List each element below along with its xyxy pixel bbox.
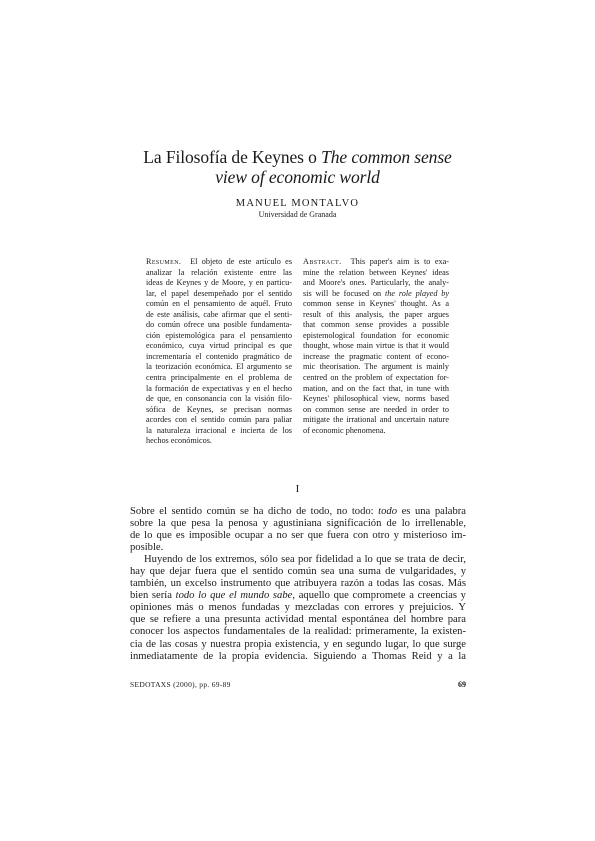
page-number: 69 [458, 680, 466, 689]
body-line: de lo que es imposible ocupar a no ser que fuera con otro y misterioso im- [130, 530, 466, 542]
body-line: opiniones más o menos fundadas y mezcladas con errores y prejuicios. Y [130, 602, 466, 614]
abstract-line: epistemological foundation for economic [303, 330, 449, 340]
abstract-line: de este análisis, cabe afirmar que el senti- [146, 309, 292, 319]
abstract-line: common sense in Keynes' thought. As a [303, 299, 449, 309]
body-line: hay que dejar fuera que el sentido común sea una suma de vulgaridades, y [130, 566, 466, 578]
abstract-label: Abstract. [303, 257, 342, 266]
abstract-line: on common sense are needed in order to [303, 404, 449, 414]
abstract-line: económico, cuya virtud principal es que [146, 341, 292, 351]
abstract-line: la naturaleza irracional e incierta de los [146, 425, 292, 435]
body-line: sobre la que pesa la penosa y agustiniana significación de lo irrellenable, [130, 518, 466, 530]
body-italic: todo [378, 506, 398, 517]
title-line-2 [0, 167, 595, 187]
abstract-line: la formación de expectativas y en el hecho [146, 383, 292, 393]
abstract-line: thought, whose main virtue is that it would [303, 341, 449, 351]
abstract-line: lar, el papel desempeñado por el sentido [146, 288, 292, 298]
abstract-line: mic theorisation. The argument is mainly [303, 362, 449, 372]
body-line: que se refiere a una presunta actividad mental espontánea del hombre para [130, 614, 466, 626]
abstract-line [146, 257, 292, 268]
abstract-line: ción epistemológica para el pensamiento [146, 330, 292, 340]
body-italic: todo lo que el mundo sabe [175, 590, 293, 602]
abstract-line: centred on the problem of expectation for- [303, 373, 449, 383]
body-line: conocer los aspectos fundamentales de la realidad: primeramente, la existen- [130, 626, 466, 638]
body-line: posible. [130, 542, 164, 554]
abstract-italic: the role played by [385, 288, 449, 298]
title-italic-part: The common sense [321, 147, 452, 167]
abstract-line: of economic phenomena. [303, 425, 386, 435]
title-line-1 [0, 147, 595, 167]
body-line: inmediatamente de la propia evidencia. Siguiendo a Thomas Reid y a la [130, 650, 466, 662]
journal-citation: SEDOTAXS (2000), pp. 69-89 [130, 680, 231, 689]
author-name: MANUEL MONTALVO [235, 198, 360, 209]
body-line: Sobre el sentido común se ha dicho de todo, no todo: todo es una palabra [130, 506, 466, 517]
article-title [0, 147, 595, 187]
title-italic-continuation: view of economic world [215, 167, 380, 187]
abstract-line: común en el pensamiento de aquél. Fruto [146, 299, 292, 309]
title-plain-part: La Filosofía de Keynes o [143, 147, 322, 167]
abstract-line: mitigate the irrational and uncertain nature [303, 415, 449, 425]
abstract-spanish [146, 257, 292, 447]
author-affiliation: Universidad de Granada [258, 210, 337, 219]
abstract-line: hechos económicos. [146, 436, 212, 446]
abstract-line: increase the pragmatic content of econo- [303, 351, 449, 361]
section-heading: I [295, 483, 300, 495]
abstract-line: sis will be focused on the role played by [303, 288, 449, 298]
body-line: bien sería todo lo que el mundo sabe, aquello que compromete a creencias y [130, 590, 466, 602]
abstract-line: analizar la relación existente entre las [146, 267, 292, 277]
abstract-line: ideas de Keynes y de Moore, y en particu- [146, 278, 292, 288]
abstract-line: centra principalmente en el problema de [146, 373, 292, 383]
abstract-line: de que, en consonancia con la visión filo- [146, 394, 292, 404]
abstract-line: Keynes' philosophical view, norms based [303, 394, 449, 404]
abstract-line: acordes con el sentido común para paliar [146, 415, 292, 425]
abstract-line: sófica de Keynes, se precisan normas [146, 404, 292, 414]
body-line: Huyendo de los extremos, sólo sea por fidelidad a lo que se trata de decir, [144, 554, 466, 566]
abstract-line: and Moore's ones. Particularly, the analy- [303, 278, 449, 288]
abstract-line: that common sense provides a possible [303, 320, 449, 330]
abstract-line [303, 257, 449, 268]
abstract-line: incrementaría el contenido pragmático de [146, 351, 292, 361]
body-line: cia de las cosas y nuestra propia existencia, y en segundo lugar, lo que surge [130, 638, 466, 650]
abstract-english [303, 257, 449, 436]
abstract-line: mation, and on the fact that, in tune with [303, 383, 449, 393]
abstract-line: result of this analysis, the paper argues [303, 309, 449, 319]
abstract-label: Resumen. [146, 257, 182, 266]
body-line: también, un excelso instrumento que atribuyera razón a todas las cosas. Más [130, 578, 466, 590]
body-text [130, 506, 466, 663]
abstract-line: la teorización económica. El argumento se [146, 362, 292, 372]
abstract-line: do común ofrece una posible fundamenta- [146, 320, 292, 330]
abstract-text: El objeto de este artículo es [190, 257, 292, 266]
abstract-line: mine the relation between Keynes' ideas [303, 267, 449, 277]
abstract-text: This paper's aim is to exa- [350, 257, 449, 266]
